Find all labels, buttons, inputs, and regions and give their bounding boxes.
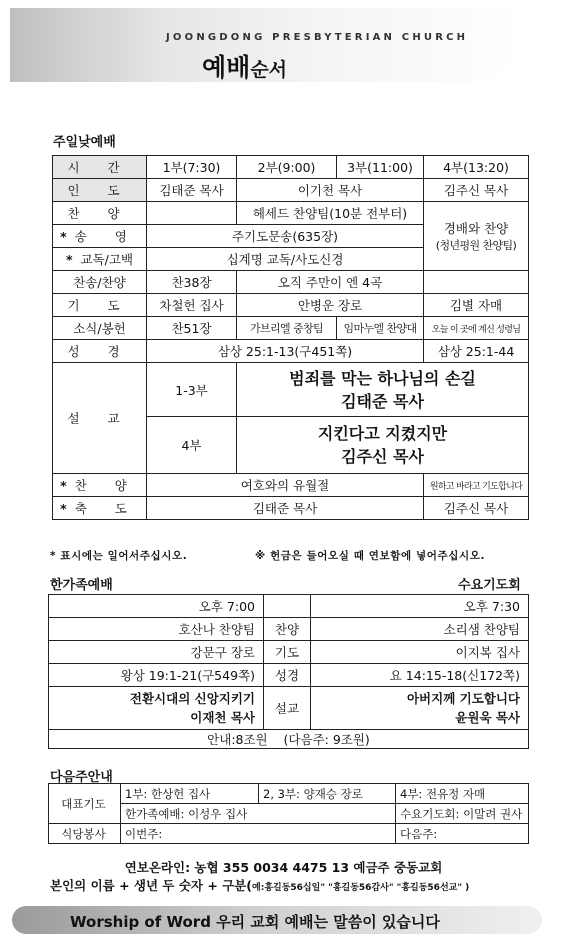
hymn-23: 오직 주만이 엔 4곡	[237, 271, 424, 294]
table-row-prayer	[53, 294, 529, 317]
table-row-family-time	[49, 595, 529, 618]
table-row-praise	[53, 202, 529, 225]
note-offering: ※ 헌금은 들어오실 때 연보함에 넣어주십시오.	[255, 550, 486, 562]
label-hymn: 찬송/찬양	[53, 271, 147, 294]
family-wednesday-table	[48, 594, 529, 749]
label-praise2: * 찬 양	[53, 474, 147, 497]
news-3: 임마누엘 찬양대	[337, 317, 424, 340]
label-family-scripture: 성경	[264, 664, 311, 687]
table-row-rep-1	[49, 784, 529, 804]
time-1: 1부(7:30)	[147, 156, 237, 179]
wednesday-sermon: 아버지께 기도합니다 윤원욱 목사	[311, 687, 529, 730]
sunday-heading: 주일낮예배	[53, 135, 116, 150]
label-song: * 송 영	[53, 225, 147, 248]
cafe-this: 이번주:	[121, 824, 396, 844]
scripture-123: 삼상 25:1-13(구451쪽)	[147, 340, 424, 363]
table-row-rep-2	[49, 804, 529, 824]
notes	[50, 548, 530, 563]
guide-cell: 안내:8조원 (다음주: 9조원)	[49, 730, 529, 749]
table-row-time	[53, 156, 529, 179]
next-week-heading: 다음주안내	[50, 770, 113, 785]
sermon-2-content: 지킨다고 지켰지만 김주신 목사	[237, 417, 529, 474]
label-news: 소식/봉헌	[53, 317, 147, 340]
family-time-blank	[264, 595, 311, 618]
table-row-hymn	[53, 271, 529, 294]
table-row-guide	[49, 730, 529, 749]
rep-4: 한가족예배: 이성우 집사	[121, 804, 396, 824]
label-lead: 인 도	[53, 179, 147, 202]
label-benediction: * 축 도	[53, 497, 147, 520]
news-4: 오늘 이 곳에 계신 성령님	[424, 317, 529, 340]
benediction-123: 김태준 목사	[147, 497, 424, 520]
page-title: 예배순서	[202, 53, 288, 82]
table-row-family-scripture	[49, 664, 529, 687]
label-time: 시 간	[53, 156, 147, 179]
table-row-family-prayer	[49, 641, 529, 664]
scripture-4: 삼상 25:1-44	[424, 340, 529, 363]
sermon-1-content: 범죄를 막는 하나님의 손길 김태준 목사	[237, 363, 529, 417]
family-scripture: 왕상 19:1-21(구549쪽)	[49, 664, 264, 687]
sunday-service-table	[52, 155, 529, 520]
table-row-benediction	[53, 497, 529, 520]
church-name: JOONGDONG PRESBYTERIAN CHURCH	[166, 32, 469, 43]
rep-5: 수요기도회: 이말려 권사	[396, 804, 529, 824]
label-scripture: 성 경	[53, 340, 147, 363]
table-row-cafeteria	[49, 824, 529, 844]
table-row-scripture	[53, 340, 529, 363]
label-cafeteria: 식당봉사	[49, 824, 121, 844]
online-offering-instructions: 본인의 이름 + 생년 두 숫자 + 구분(예:홍길동56십일" "홍길동56감사" "홍길동56선교" )	[50, 878, 470, 893]
rep-1: 1부: 한상헌 집사	[121, 784, 259, 804]
wednesday-prayer: 이지복 집사	[311, 641, 529, 664]
praise2-4: 원하고 바라고 기도합니다	[424, 474, 529, 497]
table-row-news	[53, 317, 529, 340]
header-banner	[10, 8, 517, 82]
family-heading: 한가족예배	[50, 578, 113, 593]
label-praise: 찬 양	[53, 202, 147, 225]
confession-123: 십계명 교독/사도신경	[147, 248, 424, 271]
footer-banner	[12, 906, 542, 934]
time-2: 2부(9:00)	[237, 156, 337, 179]
prayer-4: 김별 자매	[424, 294, 529, 317]
label-rep-prayer: 대표기도	[49, 784, 121, 824]
table-row-family-sermon	[49, 687, 529, 730]
cafe-next: 다음주:	[396, 824, 529, 844]
praise-23: 헤세드 찬양팀(10분 전부터)	[237, 202, 424, 225]
hymn-1: 찬38장	[147, 271, 237, 294]
lead-1: 김태준 목사	[147, 179, 237, 202]
label-family-praise: 찬양	[264, 618, 311, 641]
lead-23: 이기천 목사	[237, 179, 424, 202]
praise-4: 경배와 찬양 (청년평원 찬양팀)	[424, 202, 529, 271]
benediction-4: 김주신 목사	[424, 497, 529, 520]
song-123: 주기도문송(635장)	[147, 225, 424, 248]
family-sermon: 전환시대의 신앙지키기 이재천 목사	[49, 687, 264, 730]
table-row-sermon-1	[53, 363, 529, 417]
prayer-23: 안병운 장로	[237, 294, 424, 317]
hymn-4-empty	[424, 271, 529, 294]
table-row-lead	[53, 179, 529, 202]
sermon-2-service: 4부	[147, 417, 237, 474]
rep-3: 4부: 전유정 자매	[396, 784, 529, 804]
prayer-1: 차철헌 집사	[147, 294, 237, 317]
label-prayer: 기 도	[53, 294, 147, 317]
news-1: 찬51장	[147, 317, 237, 340]
wednesday-heading: 수요기도회	[458, 578, 521, 593]
wednesday-time: 오후 7:30	[311, 595, 529, 618]
lead-4: 김주신 목사	[424, 179, 529, 202]
sermon-1-service: 1-3부	[147, 363, 237, 417]
family-time: 오후 7:00	[49, 595, 264, 618]
family-praise: 호산나 찬양팀	[49, 618, 264, 641]
time-3: 3부(11:00)	[337, 156, 424, 179]
rep-2: 2, 3부: 양재승 장로	[259, 784, 396, 804]
time-4: 4부(13:20)	[424, 156, 529, 179]
wednesday-scripture: 요 14:15-18(신172쪽)	[311, 664, 529, 687]
wednesday-praise: 소리샘 찬양팀	[311, 618, 529, 641]
footer-slogan: Worship of Word 우리 교회 예배는 말씀이 있습니다	[70, 913, 440, 931]
news-2: 가브리엘 중창팀	[237, 317, 337, 340]
online-offering-line: 연보온라인: 농협 355 0034 4475 13 예금주 중동교회	[124, 860, 443, 875]
label-family-sermon: 설교	[264, 687, 311, 730]
label-family-prayer: 기도	[264, 641, 311, 664]
family-prayer: 강문구 장로	[49, 641, 264, 664]
praise2-123: 여호와의 유월절	[147, 474, 424, 497]
table-row-praise2	[53, 474, 529, 497]
next-week-table	[48, 783, 529, 844]
label-confession: * 교독/고백	[53, 248, 147, 271]
table-row-family-praise	[49, 618, 529, 641]
label-sermon: 설 교	[53, 363, 147, 474]
note-stand: * 표시에는 일어서주십시오.	[50, 550, 188, 562]
praise-1-empty	[147, 202, 237, 225]
